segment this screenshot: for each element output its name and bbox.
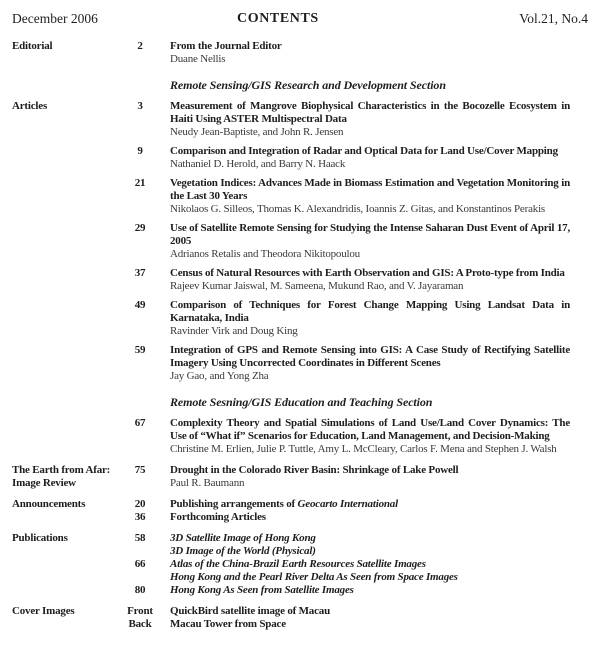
entry-title-text: Atlas of the China-Brazil Earth Resources Satellite Images — [170, 558, 426, 570]
toc-entry — [125, 618, 570, 631]
entry-title-text: Comparison and Integration of Radar and Optical Data for Land Use/Cover Mapping — [170, 145, 558, 157]
entry-title — [170, 177, 570, 203]
entry-title — [170, 584, 570, 597]
entry-title-text: Macau Tower from Space — [170, 618, 286, 630]
entry-title-text: Census of Natural Resources with Earth Observation and GIS: A Proto-type from India — [170, 267, 565, 279]
toc-entry — [125, 498, 570, 511]
entry-page-number: 9 — [137, 145, 143, 157]
entry-body — [170, 532, 570, 545]
entry-body — [170, 464, 570, 490]
entry-title — [170, 464, 570, 477]
entry-authors: Ravinder Virk and Doug King — [170, 325, 298, 337]
toc-entry — [125, 145, 570, 171]
toc-entry — [125, 511, 570, 524]
group-items — [125, 417, 570, 456]
entry-body — [170, 558, 570, 571]
entry-title-text: Hong Kong As Seen from Satellite Images — [170, 584, 354, 596]
entry-body — [170, 145, 570, 171]
entry-title — [170, 222, 570, 248]
entry-authors: Jay Gao, and Yong Zha — [170, 370, 269, 382]
entry-title-text: Comparison of Techniques for Forest Change Mapping Using Landsat Data in Karnataka, India — [170, 299, 570, 324]
entry-title — [170, 417, 570, 443]
toc-entry — [125, 344, 570, 383]
entry-page-number: Back — [128, 618, 152, 630]
entry-page-number: 66 — [134, 558, 146, 570]
entry-title — [170, 532, 570, 545]
section-heading: Remote Sesning/GIS Education and Teaching Section — [170, 395, 433, 409]
group-items — [125, 532, 570, 597]
toc-group — [12, 100, 570, 383]
entry-body — [170, 605, 570, 618]
toc-group — [12, 464, 570, 490]
entry-title-text: QuickBird satellite image of Macau — [170, 605, 331, 617]
group-items — [125, 498, 570, 524]
entry-title — [170, 605, 570, 618]
group-label — [12, 417, 125, 456]
group-label: Cover Images — [12, 605, 75, 617]
toc-group — [12, 40, 570, 66]
toc-group — [12, 417, 570, 456]
entry-body — [170, 618, 570, 631]
volume-number: Vol.21, No.4 — [519, 11, 588, 26]
entry-authors: Nathaniel D. Herold, and Barry N. Haack — [170, 158, 346, 170]
toc-group — [12, 605, 570, 631]
entry-page-number: 58 — [134, 532, 146, 544]
group-items — [125, 100, 570, 383]
entry-body — [170, 40, 570, 66]
entry-title-text: From the Journal Editor — [170, 40, 282, 52]
toc-entry — [125, 222, 570, 261]
toc-entry — [125, 464, 570, 490]
entry-title-text: 3D Image of the World (Physical) — [170, 545, 316, 557]
entry-body — [170, 299, 570, 338]
entry-page-number: 29 — [134, 222, 146, 234]
entry-title-text: Hong Kong and the Pearl River Delta As Seen from Space Images — [170, 571, 458, 583]
toc-group — [12, 498, 570, 524]
entry-page-number: 36 — [134, 511, 146, 523]
entry-title — [170, 498, 570, 511]
entry-title-text: Measurement of Mangrove Biophysical Characteristics in the Bocozelle Ecosystem in Haiti Using ASTER Multispectral Data — [170, 100, 570, 125]
entry-title — [170, 571, 570, 584]
issue-date: December 2006 — [12, 11, 98, 26]
toc-entry — [125, 545, 570, 558]
entry-page-number: 20 — [134, 498, 146, 510]
toc-entry — [125, 532, 570, 545]
entry-authors: Christine M. Erlien, Julie P. Tuttle, Amy L. McCleary, Carlos F. Mena and Stephen J. Walsh — [170, 443, 557, 455]
section-heading: Remote Sensing/GIS Research and Development Section — [170, 78, 446, 92]
page-title: CONTENTS — [237, 11, 319, 26]
entry-page-number: 59 — [134, 344, 146, 356]
entry-authors: Rajeev Kumar Jaiswal, M. Sameena, Mukund Rao, and V. Jayaraman — [170, 280, 464, 292]
entry-title — [170, 267, 570, 280]
entry-page-number: 3 — [137, 100, 143, 112]
entry-title-text: Vegetation Indices: Advances Made in Biomass Estimation and Vegetation Monitoring in the Last 30 Years — [170, 177, 570, 202]
entry-title-text: 3D Satellite Image of Hong Kong — [170, 532, 316, 544]
entry-title — [170, 344, 570, 370]
entry-page-number: 21 — [134, 177, 146, 189]
entry-page-number: 80 — [134, 584, 146, 596]
toc — [12, 40, 570, 631]
entry-title-text: Complexity Theory and Spatial Simulations of Land Use/Land Cover Dynamics: The Use of “What if” Scenarios for Education, Land Management, and Decision-Making — [170, 417, 570, 442]
entry-page-number: Front — [127, 605, 153, 617]
toc-entry — [125, 177, 570, 216]
entry-page-number: 2 — [137, 40, 143, 52]
entry-page-number: 49 — [134, 299, 146, 311]
toc-entry — [125, 571, 570, 584]
entry-title — [170, 40, 570, 53]
group-items — [125, 605, 570, 631]
entry-page-number: 67 — [134, 417, 146, 429]
entry-body — [170, 417, 570, 456]
group-label: Publications — [12, 532, 68, 544]
toc-entry — [125, 299, 570, 338]
entry-page-number: 75 — [134, 464, 146, 476]
entry-title — [170, 100, 570, 126]
entry-authors: Adrianos Retalis and Theodora Nikitopoulou — [170, 248, 360, 260]
entry-body — [170, 100, 570, 139]
entry-body — [170, 344, 570, 383]
entry-title — [170, 618, 570, 631]
entry-page-number — [125, 571, 155, 584]
entry-body — [170, 511, 570, 524]
entry-title — [170, 145, 570, 158]
entry-body — [170, 267, 570, 293]
entry-title-text: Publishing arrangements of — [170, 498, 298, 510]
entry-title — [170, 558, 570, 571]
toc-entry — [125, 267, 570, 293]
group-label: The Earth from Afar: Image Review — [12, 464, 111, 489]
entry-authors: Nikolaos G. Silleos, Thomas K. Alexandridis, Ioannis Z. Gitas, and Konstantinos Perakis — [170, 203, 546, 215]
group-label: Editorial — [12, 40, 53, 52]
toc-entry — [125, 40, 570, 66]
entry-body — [170, 571, 570, 584]
entry-title — [170, 545, 570, 558]
toc-entry — [125, 100, 570, 139]
entry-title — [170, 511, 570, 524]
group-label: Announcements — [12, 498, 86, 510]
entry-title-text: Use of Satellite Remote Sensing for Studying the Intense Saharan Dust Event of April 17, 2005 — [170, 222, 570, 247]
group-items — [125, 464, 570, 490]
page-header — [12, 11, 588, 27]
toc-group — [12, 532, 570, 597]
toc-entry — [125, 558, 570, 571]
toc-entry — [125, 584, 570, 597]
entry-title — [170, 299, 570, 325]
group-items — [125, 40, 570, 66]
entry-body — [170, 545, 570, 558]
entry-authors: Duane Nellis — [170, 53, 226, 65]
entry-body — [170, 584, 570, 597]
entry-body — [170, 222, 570, 261]
toc-entry — [125, 605, 570, 618]
entry-body — [170, 177, 570, 216]
entry-title-italic: Geocarto International — [297, 498, 398, 510]
toc-entry — [125, 417, 570, 456]
entry-title-text: Drought in the Colorado River Basin: Shrinkage of Lake Powell — [170, 464, 459, 476]
entry-body — [170, 498, 570, 511]
entry-page-number — [125, 545, 155, 558]
group-label: Articles — [12, 100, 48, 112]
entry-authors: Paul R. Baumann — [170, 477, 245, 489]
entry-page-number: 37 — [134, 267, 146, 279]
entry-authors: Neudy Jean-Baptiste, and John R. Jensen — [170, 126, 344, 138]
entry-title-text: Integration of GPS and Remote Sensing into GIS: A Case Study of Rectifying Satellite Imagery Using Uncorrected Coordinates in Different Scenes — [170, 344, 570, 369]
entry-title-text: Forthcoming Articles — [170, 511, 266, 523]
